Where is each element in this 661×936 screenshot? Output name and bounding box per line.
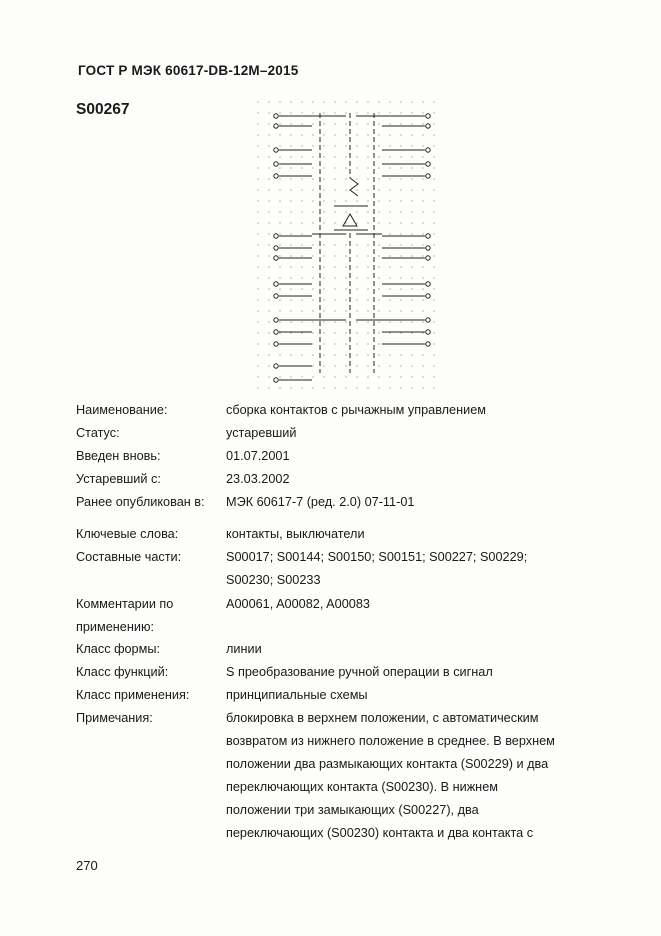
field-key: Примечания:: [76, 711, 153, 725]
contact-symbol: [274, 162, 312, 166]
contact-symbol: [382, 246, 430, 250]
field-key: Класс функций:: [76, 665, 169, 679]
contact-symbol: [274, 148, 312, 152]
field-value-line: 01.07.2001: [226, 449, 290, 463]
field-value-line: блокировка в верхнем положении, с автоматическим: [226, 711, 539, 725]
field-value-line: положении два размыкающих контакта (S00229) и два: [226, 757, 549, 771]
page-number: 270: [76, 858, 98, 873]
contact-symbol: [274, 330, 312, 334]
field-value-line: переключающих контакта (S00230). В нижнем: [226, 780, 498, 794]
field-key-continued: применению:: [76, 620, 154, 634]
field-value-line: сборка контактов с рычажным управлением: [226, 403, 486, 417]
field-value-line: устаревший: [226, 426, 297, 440]
contact-symbol: [274, 342, 312, 346]
field-key: Класс формы:: [76, 642, 160, 656]
contact-symbol: [274, 246, 312, 250]
contact-symbol: [382, 342, 430, 346]
field-key: Статус:: [76, 426, 120, 440]
field-value-line: возвратом из нижнего положение в среднее. В верхнем: [226, 734, 555, 748]
field-value-line: переключающих (S00230) контакта и два контакта с: [226, 826, 534, 840]
contact-symbol: [382, 162, 430, 166]
field-key: Ключевые слова:: [76, 527, 179, 541]
field-key: Комментарии по: [76, 597, 174, 611]
contact-symbol: [274, 378, 312, 382]
field-key: Введен вновь:: [76, 449, 161, 463]
field-value-line: положении три замыкающих (S00227), два: [226, 803, 479, 817]
contact-symbol: [274, 282, 312, 286]
contact-symbol: [382, 282, 430, 286]
contact-symbol: [382, 148, 430, 152]
symbol-code: S00267: [76, 101, 130, 118]
field-key: Наименование:: [76, 403, 168, 417]
contact-symbol: [382, 294, 430, 298]
field-key: Устаревший с:: [76, 472, 161, 486]
field-value-line: 23.03.2002: [226, 472, 290, 486]
field-key: Составные части:: [76, 550, 182, 564]
contact-assembly-diagram: [252, 98, 444, 398]
field-value-line: контакты, выключатели: [226, 527, 365, 541]
document-header: ГОСТ Р МЭК 60617-DB-12M–2015: [78, 63, 299, 78]
field-value-line: S00230; S00233: [226, 573, 321, 587]
contact-symbol: [382, 174, 430, 178]
contact-symbol: [274, 114, 312, 118]
contact-symbol: [382, 114, 430, 118]
contact-symbol: [274, 318, 312, 322]
contact-symbol: [274, 256, 312, 260]
field-value-line: МЭК 60617-7 (ред. 2.0) 07-11-01: [226, 495, 415, 509]
field-value-line: линии: [226, 642, 262, 656]
field-value-line: S преобразование ручной операции в сигнал: [226, 665, 493, 679]
contact-symbol: [274, 174, 312, 178]
contact-symbol: [274, 124, 312, 128]
contact-symbol: [274, 234, 312, 238]
field-value-line: S00017; S00144; S00150; S00151; S00227; S00229;: [226, 550, 528, 564]
field-key: Ранее опубликован в:: [76, 495, 205, 509]
field-value-line: A00061, A00082, A00083: [226, 597, 370, 611]
field-value-line: принципиальные схемы: [226, 688, 368, 702]
contact-symbol: [274, 364, 312, 368]
field-key: Класс применения:: [76, 688, 190, 702]
contact-symbol: [274, 294, 312, 298]
